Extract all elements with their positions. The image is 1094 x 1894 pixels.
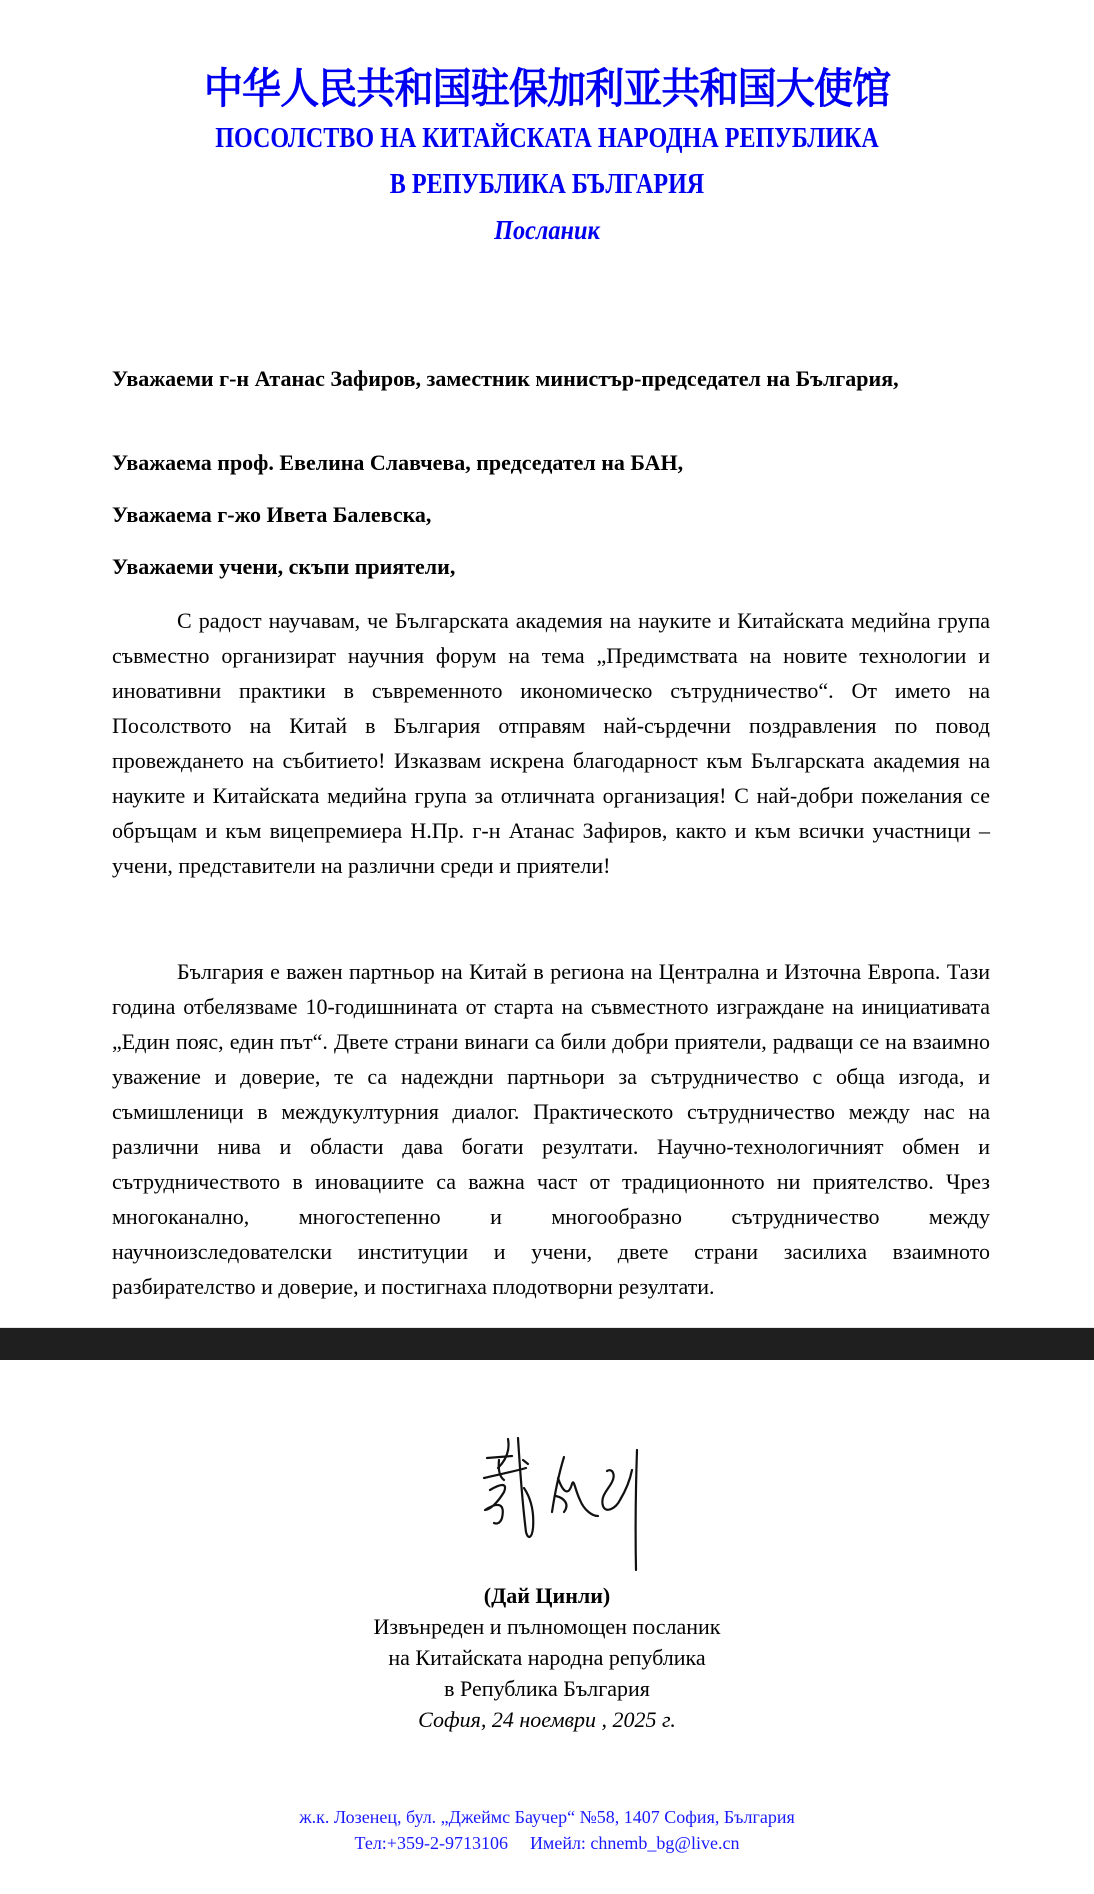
salutation-deputy-pm: Уважаеми г-н Атанас Зафиров, заместник министър-председател на България, <box>112 366 899 391</box>
salutation-scientists-friends: Уважаеми учени, скъпи приятели, <box>112 554 456 579</box>
body-paragraph: С радост научавам, че Българската академия на науките и Китайската медийна група съвместно организират научния форум на тема „Предимствата на новите технологии и иновативни практики в съвременното икономическо сътрудничество“. От името на Посолството на Китай в България отправям най-сърдечни поздравления по повод провеждането на събитието! Изказвам искрена благодарност към Българската академия на науките и Китайската медийна група за отличната организация! С най-добри пожелания се обръщам и към вицепремиера Н.Пр. г-н Атанас Зафиров, както и към всички участници – учени, представители на различни среди и приятели! <box>112 608 990 878</box>
footer-email[interactable]: Имейл: chnemb_bg@live.cn <box>529 1833 740 1853</box>
footer-phone: Тел:+359-2-9713106 <box>354 1833 508 1853</box>
signature-glyph-li <box>602 1450 637 1570</box>
signature-glyph-dai <box>484 1438 533 1537</box>
page-break-divider <box>0 1327 1094 1360</box>
signatory-title-line3: в Република България <box>444 1676 650 1701</box>
salutation-balevska: Уважаема г-жо Ивета Балевска, <box>112 502 432 527</box>
signature-glyph-qing <box>552 1457 598 1516</box>
embassy-chinese-title: 中华人民共和国驻保加利亚共和国大使馆 <box>203 64 891 113</box>
salutation-bas-president: Уважаема проф. Евелина Славчева, председател на БАН, <box>112 450 684 475</box>
sender-role: Посланик <box>494 215 600 245</box>
embassy-title-line1: ПОСОЛСТВО НА КИТАЙСКАТА НАРОДНА РЕПУБЛИКА <box>215 123 879 154</box>
signatory-name: (Дай Цинли) <box>483 1583 611 1608</box>
footer-contacts <box>0 1830 1094 1856</box>
signatory-title-line2: на Китайската народна република <box>388 1645 706 1670</box>
signatory-title-line1: Извънреден и пълномощен посланик <box>373 1614 721 1639</box>
handwritten-signature-icon <box>460 1420 660 1580</box>
place-and-date: София, 24 ноември , 2025 г. <box>418 1707 676 1732</box>
body-paragraph: България е важен партньор на Китай в региона на Централна и Източна Европа. Тази година отбелязваме 10-годишнината от старта на съвместното изграждане на инициативата „Един пояс, един път“. Двете страни винаги са били добри приятели, радващи се на взаимно уважение и доверие, те са надеждни партньори за сътрудничество с обща изгода, и съмишленици в междукултурния диалог. Практическото сътрудничество между нас на различни нива и области дава богати резултати. Научно-технологичният обмен и сътрудничеството в иновациите са важна част от традиционното ни приятелство. Чрез многоканално, многостепенно и многообразно сътрудничество между научноизследователски институции и учени, двете страни засилиха взаимното разбирателство и доверие, и постигнаха плодотворни резултати. <box>112 959 990 1299</box>
footer-address: ж.к. Лозенец, бул. „Джеймс Баучер“ №58, 1407 София, България <box>299 1807 795 1827</box>
embassy-title-line2: В РЕПУБЛИКА БЪЛГАРИЯ <box>389 169 705 200</box>
